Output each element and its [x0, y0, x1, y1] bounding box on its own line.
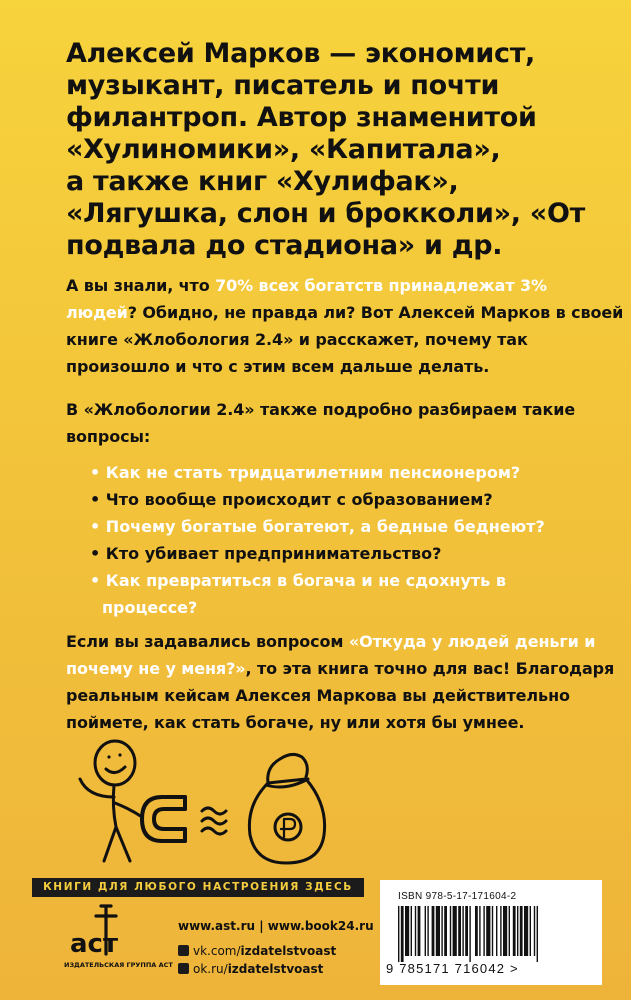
barcode-bar	[520, 906, 523, 956]
magnet-wave	[202, 808, 226, 814]
barcode-bar	[475, 906, 478, 956]
para-line: поймете, как стать богаче, ну или хотя бы умнее.	[66, 713, 525, 732]
barcode-bar	[427, 906, 428, 956]
para-line	[66, 655, 614, 682]
barcode-bar	[483, 906, 484, 956]
ast-logo-text: аст	[70, 929, 119, 959]
barcode-bar	[517, 906, 518, 956]
figure-eye	[118, 753, 121, 756]
para-line	[66, 628, 614, 655]
list-item: • Как не стать тридцатилетним пенсионером?	[90, 463, 521, 482]
barcode-bar	[524, 906, 528, 956]
text: , то эта книга точно для вас! Благодаря	[245, 659, 615, 678]
barcode-bar	[469, 906, 470, 962]
magnet-money-illustration	[30, 735, 430, 875]
barcode-bar	[465, 906, 468, 956]
highlight-text: почему не у меня?»	[66, 659, 246, 678]
intro-line: «Хулиномики», «Капитала»,	[66, 134, 501, 165]
barcode-bar	[425, 906, 426, 956]
barcode-bar	[492, 906, 493, 956]
text: А вы знали, что	[66, 276, 216, 295]
figure-arm	[80, 779, 114, 797]
list-item: • Кто убивает предпринимательство?	[90, 544, 442, 563]
ast-logo-icon	[66, 902, 124, 960]
highlight-text: людей	[66, 303, 128, 322]
figure-smile	[106, 767, 125, 773]
figure-arm	[115, 803, 142, 817]
highlight-text: 70% всех богатств принадлежат 3%	[215, 276, 547, 295]
barcode-bar	[398, 906, 399, 962]
list-item-continuation: процессе?	[102, 598, 198, 617]
barcode-bar	[411, 906, 412, 956]
magnet-wave	[202, 818, 226, 824]
text: Если вы задавались вопросом	[66, 632, 349, 651]
barcode-bar	[486, 906, 490, 956]
barcode-bar	[415, 906, 416, 956]
intro-line: а также книг «Хулифак»,	[66, 166, 459, 197]
publisher-caption: ИЗДАТЕЛЬСКАЯ ГРУППА АСТ	[64, 961, 173, 969]
barcode-bar	[462, 906, 463, 956]
link-handle: izdatelstvoast	[240, 944, 337, 958]
intro-line: музыкант, писатель и почти	[66, 70, 500, 101]
barcode-bar	[418, 906, 421, 956]
magnet-inner	[154, 809, 185, 829]
isbn-label: ISBN 978-5-17-171604-2	[398, 891, 517, 902]
barcode-bar	[441, 906, 442, 956]
barcode-bar	[453, 906, 457, 956]
paragraph-wealth	[66, 272, 623, 380]
para-line: В «Жлобологии 2.4» также подробно разбираем такие	[66, 400, 576, 419]
intro-line: подвала до стадиона» и др.	[66, 230, 503, 261]
author-intro	[66, 38, 586, 262]
link-prefix: vk.com/	[193, 944, 241, 958]
barcode-bar	[432, 906, 435, 956]
ok-link[interactable]	[178, 962, 323, 976]
text: ? Обидно, не правда ли? Вот Алексей Марков в своей	[127, 303, 624, 322]
list-item: • Почему богатые богатеют, а бедные беднеют?	[90, 517, 545, 536]
figure-eye	[107, 755, 110, 758]
barcode-bar	[450, 906, 451, 956]
barcode-bar	[509, 906, 510, 956]
intro-line: «Лягушка, слон и брокколи», «От	[66, 198, 585, 229]
intro-line: Алексей Марков — экономист,	[66, 38, 536, 69]
barcode-bar	[458, 906, 461, 956]
barcode-bar	[503, 906, 507, 956]
ruble-icon	[281, 819, 295, 837]
list-item: • Что вообще происходит с образованием?	[90, 490, 493, 509]
para-line	[66, 299, 623, 326]
para-line	[66, 272, 623, 299]
tagline-bar: КНИГИ ДЛЯ ЛЮБОГО НАСТРОЕНИЯ ЗДЕСЬ	[32, 878, 364, 897]
barcode-bar	[513, 906, 516, 956]
question-list	[90, 459, 545, 621]
paragraph-closing	[66, 628, 614, 736]
barcode-bar	[537, 906, 538, 962]
barcode-digits: 9 785171 716042 >	[386, 961, 519, 976]
publisher-sites[interactable]: www.ast.ru | www.book24.ru	[178, 919, 374, 933]
barcode-bar	[405, 906, 409, 956]
para-line: книге «Жлобология 2.4» и расскажет, почему так	[66, 330, 528, 349]
paragraph-questions	[66, 396, 575, 450]
barcode-bar	[530, 906, 531, 956]
magnet	[142, 797, 185, 841]
money-bag	[249, 779, 324, 863]
figure-head	[95, 741, 135, 785]
barcode-bar	[401, 906, 404, 962]
barcode-bar	[500, 906, 501, 956]
barcode-bar	[436, 906, 440, 956]
list-item: • Как превратиться в богача и не сдохнуть в	[90, 571, 506, 590]
para-line: вопросы:	[66, 427, 151, 446]
barcode-bars	[396, 906, 588, 962]
vk-link[interactable]	[178, 944, 336, 958]
barcode-bar	[496, 906, 497, 956]
barcode-bar	[479, 906, 480, 956]
figure-leg	[116, 827, 130, 861]
link-prefix: ok.ru/	[193, 962, 228, 976]
figure-body	[113, 785, 116, 827]
barcode-bar	[534, 906, 535, 956]
figure-leg	[104, 827, 116, 861]
para-line: реальным кейсам Алексея Маркова вы действительно	[66, 686, 570, 705]
highlight-text: «Откуда у людей деньги и	[348, 632, 596, 651]
vk-icon	[178, 945, 189, 956]
intro-line: филантроп. Автор знаменитой	[66, 102, 537, 133]
link-handle: izdatelstvoast	[227, 962, 324, 976]
barcode-bar	[444, 906, 447, 956]
para-line: произошло и что с этим всем дальше делать.	[66, 357, 490, 376]
ok-icon	[178, 963, 189, 974]
magnet-wave	[202, 828, 226, 834]
